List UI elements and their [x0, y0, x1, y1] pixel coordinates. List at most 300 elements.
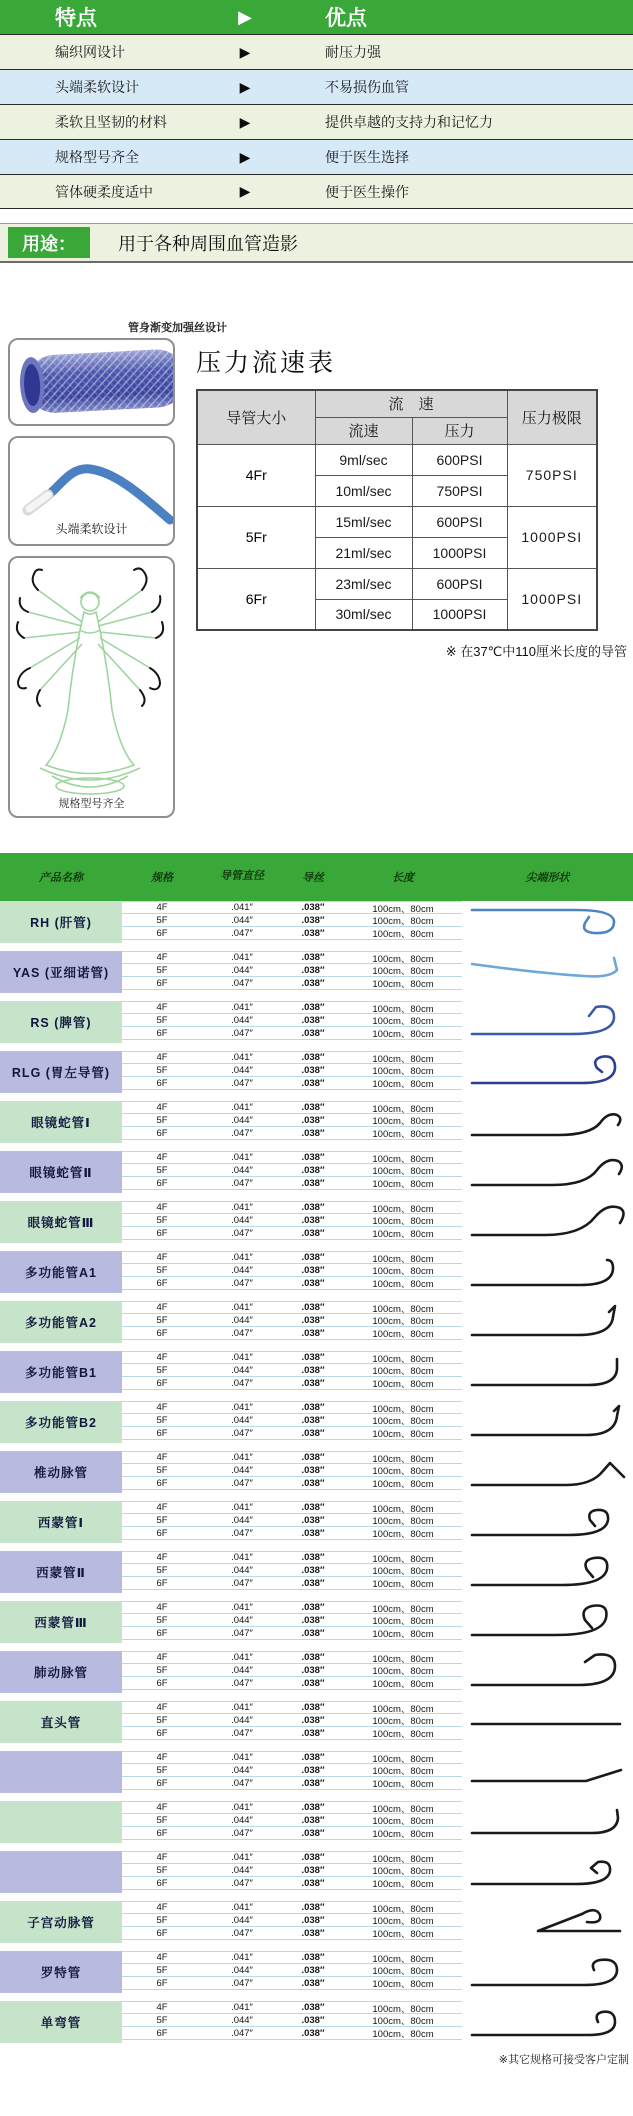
product-group — [0, 1601, 633, 1643]
guidewire-value: .038″ — [301, 1464, 325, 1476]
guidewire-value: .038″ — [301, 1714, 325, 1726]
spec-value: 5F — [156, 914, 168, 926]
diameter-value: .041″ — [231, 1652, 253, 1663]
product-groups — [0, 901, 633, 2043]
product-specs — [122, 1651, 462, 1693]
tip-shape — [462, 1051, 633, 1093]
length-value: 100cm、80cm — [372, 979, 434, 990]
braid-design-label: 管身渐变加强丝设计 — [128, 322, 227, 334]
length-value: 100cm、80cm — [372, 1666, 434, 1677]
pressure-table — [196, 389, 598, 631]
diameter-value: .044″ — [231, 1764, 253, 1776]
length-value: 100cm、80cm — [372, 1216, 434, 1227]
guidewire-value: .038″ — [301, 1727, 325, 1739]
guidewire-value: .038″ — [301, 1202, 325, 1213]
tip-shape-icon — [468, 951, 628, 993]
length-value: 100cm、80cm — [372, 1253, 434, 1265]
product-specs — [122, 1351, 462, 1393]
length-value: 100cm、80cm — [372, 953, 434, 965]
diameter-value: .047″ — [231, 1377, 253, 1389]
length-value: 100cm、80cm — [372, 1116, 434, 1127]
guidewire-value: .038″ — [301, 1602, 325, 1613]
mid-section — [0, 279, 633, 825]
spec-value: 6F — [156, 1827, 168, 1839]
spec-row — [122, 1777, 462, 1790]
diameter-value: .044″ — [231, 1814, 253, 1826]
guidewire-value: .038″ — [301, 914, 325, 926]
pressure-limit-value: 1000PSI — [507, 568, 597, 630]
length-value: 100cm、80cm — [372, 1653, 434, 1665]
tip-shape — [462, 1551, 633, 1593]
product-specs — [122, 1201, 462, 1243]
diameter-value: .041″ — [231, 1552, 253, 1563]
arrow-right-icon: ▶ — [239, 78, 251, 95]
diameter-value: .044″ — [231, 914, 253, 926]
guidewire-value: .038″ — [301, 1414, 325, 1426]
diameter-value: .047″ — [231, 1777, 253, 1789]
usage-label: 用途： — [8, 227, 90, 258]
length-value: 100cm、80cm — [372, 1553, 434, 1565]
spec-value: 5F — [156, 1864, 168, 1876]
spec-value: 6F — [156, 1277, 168, 1289]
spec-value: 6F — [156, 1477, 168, 1489]
product-name: 单弯管 — [0, 2001, 122, 2043]
variety-label: 规格型号齐全 — [58, 798, 125, 810]
diameter-value: .047″ — [231, 1727, 253, 1739]
length-value: 100cm、80cm — [372, 1753, 434, 1765]
product-group — [0, 1251, 633, 1293]
diameter-value: .041″ — [231, 1452, 253, 1463]
feature-row — [0, 34, 633, 69]
product-name: 多功能管A1 — [0, 1251, 122, 1293]
length-value: 100cm、80cm — [372, 1353, 434, 1365]
diameter-value: .047″ — [231, 1627, 253, 1639]
length-value: 100cm、80cm — [372, 1803, 434, 1815]
tip-shape — [462, 1251, 633, 1293]
guidewire-value: .038″ — [301, 927, 325, 939]
col-pressure-limit: 压力极限 — [507, 390, 597, 444]
flow-value: 21ml/sec — [315, 537, 412, 568]
guidewire-value: .038″ — [301, 1264, 325, 1276]
length-value: 100cm、80cm — [372, 1929, 434, 1940]
spec-value: 4F — [156, 1852, 168, 1863]
diameter-value: .047″ — [231, 1127, 253, 1139]
spec-value: 6F — [156, 1677, 168, 1689]
length-value: 100cm、80cm — [372, 1603, 434, 1615]
flow-value: 30ml/sec — [315, 599, 412, 630]
spec-value: 6F — [156, 2027, 168, 2039]
features-header — [0, 0, 633, 34]
product-name: RS (脾管) — [0, 1001, 122, 1043]
product-name: 西蒙管Ⅰ — [0, 1501, 122, 1543]
guidewire-value: .038″ — [301, 1752, 325, 1763]
pressure-table-title: 压力流速表 — [196, 349, 337, 377]
length-value: 100cm、80cm — [372, 1953, 434, 1965]
spec-value: 6F — [156, 1077, 168, 1089]
guidewire-value: .038″ — [301, 1427, 325, 1439]
guidewire-value: .038″ — [301, 1664, 325, 1676]
spec-row — [122, 1427, 462, 1440]
arrow-right-icon: ▶ — [239, 183, 251, 199]
tip-shape — [462, 1801, 633, 1843]
pressure-row — [197, 506, 597, 537]
guidewire-value: .038″ — [301, 1677, 325, 1689]
spec-value: 4F — [156, 1652, 168, 1663]
spec-value: 6F — [156, 1177, 168, 1189]
spec-row — [122, 1377, 462, 1390]
diameter-value: .044″ — [231, 1964, 253, 1976]
guidewire-value: .038″ — [301, 1702, 325, 1713]
spec-value: 6F — [156, 1577, 168, 1589]
product-group — [0, 1801, 633, 1843]
pressure-value: 1000PSI — [412, 537, 507, 568]
product-specs — [122, 1251, 462, 1293]
product-specs — [122, 951, 462, 993]
tip-shape-icon — [468, 1901, 628, 1943]
tip-shape-icon — [468, 1651, 628, 1693]
column-header — [344, 869, 462, 885]
guidewire-value: .038″ — [301, 1977, 325, 1989]
guidewire-value: .038″ — [301, 1077, 325, 1089]
product-group — [0, 1401, 633, 1443]
diameter-value: .044″ — [231, 1864, 253, 1876]
tip-shape-icon — [468, 1301, 628, 1343]
product-specs — [122, 1601, 462, 1643]
diameter-value: .044″ — [231, 1164, 253, 1176]
length-value: 100cm、80cm — [372, 1103, 434, 1115]
col-catheter-size: 导管大小 — [197, 390, 315, 444]
usage-text: 用于各种周围血管造影 — [118, 233, 298, 254]
length-value: 100cm、80cm — [372, 1403, 434, 1415]
product-group — [0, 1301, 633, 1343]
pressure-section — [182, 279, 633, 825]
guidewire-value: .038″ — [301, 1102, 325, 1113]
diameter-value: .041″ — [231, 1052, 253, 1063]
diameter-value: .044″ — [231, 1064, 253, 1076]
diameter-value: .047″ — [231, 1927, 253, 1939]
tip-shape — [462, 1701, 633, 1743]
product-specs — [122, 2001, 462, 2043]
spec-row — [122, 1877, 462, 1890]
spec-row — [122, 1527, 462, 1540]
feature-row — [0, 104, 633, 139]
tip-shape — [462, 1901, 633, 1943]
spec-row — [122, 1577, 462, 1590]
tip-shape — [462, 1301, 633, 1343]
length-value: 100cm、80cm — [372, 1529, 434, 1540]
tip-shape — [462, 1201, 633, 1243]
guidewire-value: .038″ — [301, 1114, 325, 1126]
guidewire-value: .038″ — [301, 1377, 325, 1389]
catheter-size-value: 6Fr — [197, 568, 315, 630]
spec-value: 4F — [156, 1202, 168, 1213]
spec-value: 4F — [156, 1702, 168, 1713]
tip-shape-icon — [468, 1201, 628, 1243]
flow-value: 9ml/sec — [315, 444, 412, 475]
diameter-value: .041″ — [231, 1502, 253, 1513]
feature-text: 头端柔软设计 — [55, 79, 139, 95]
spec-value: 6F — [156, 1427, 168, 1439]
features-title: 特点 — [55, 7, 97, 30]
product-name — [0, 1801, 122, 1843]
diameter-value: .044″ — [231, 1214, 253, 1226]
spec-value: 4F — [156, 1602, 168, 1613]
variety-illustration — [8, 556, 175, 818]
diameter-value: .044″ — [231, 1314, 253, 1326]
feature-text: 编织网设计 — [55, 44, 125, 60]
guidewire-value: .038″ — [301, 1552, 325, 1563]
length-value: 100cm、80cm — [372, 1679, 434, 1690]
spec-value: 4F — [156, 1402, 168, 1413]
product-name: 直头管 — [0, 1701, 122, 1743]
tip-shape — [462, 1601, 633, 1643]
spec-value: 6F — [156, 1727, 168, 1739]
diameter-value: .041″ — [231, 1752, 253, 1763]
spec-value: 5F — [156, 1014, 168, 1026]
diameter-value: .047″ — [231, 1577, 253, 1589]
diameter-value: .044″ — [231, 1714, 253, 1726]
spec-value: 4F — [156, 1352, 168, 1363]
spec-value: 5F — [156, 1164, 168, 1176]
product-specs — [122, 1101, 462, 1143]
diameter-value: .047″ — [231, 1277, 253, 1289]
guidewire-value: .038″ — [301, 1227, 325, 1239]
diameter-value: .044″ — [231, 1014, 253, 1026]
tip-shape — [462, 1951, 633, 1993]
length-value: 100cm、80cm — [372, 1279, 434, 1290]
length-value: 100cm、80cm — [372, 1266, 434, 1277]
spec-value: 4F — [156, 1452, 168, 1463]
usage-bar — [0, 223, 633, 263]
guidewire-value: .038″ — [301, 1652, 325, 1663]
product-name: YAS (亚细诺管) — [0, 951, 122, 993]
spec-value: 5F — [156, 1764, 168, 1776]
product-specs — [122, 1901, 462, 1943]
product-group — [0, 1201, 633, 1243]
guidewire-value: .038″ — [301, 1802, 325, 1813]
spec-row — [122, 1727, 462, 1740]
product-group — [0, 1901, 633, 1943]
tip-shape-icon — [468, 1051, 628, 1093]
length-value: 100cm、80cm — [372, 1916, 434, 1927]
guidewire-value: .038″ — [301, 1327, 325, 1339]
product-group — [0, 1751, 633, 1793]
product-group — [0, 1151, 633, 1193]
feature-text: 管体硬柔度适中 — [55, 183, 153, 200]
product-group — [0, 1001, 633, 1043]
product-table-note: ※其它规格可接受客户定制 — [498, 2054, 629, 2066]
guidewire-value: .038″ — [301, 977, 325, 989]
spec-value: 5F — [156, 1714, 168, 1726]
diameter-value: .041″ — [231, 1952, 253, 1963]
soft-tip-label: 头端柔软设计 — [55, 522, 128, 536]
length-value: 100cm、80cm — [372, 1453, 434, 1465]
tip-shape-icon — [468, 1401, 628, 1443]
length-value: 100cm、80cm — [372, 1316, 434, 1327]
length-value: 100cm、80cm — [372, 1853, 434, 1865]
spec-value: 5F — [156, 1514, 168, 1526]
col-flow: 流速 — [315, 417, 412, 444]
diameter-value: .047″ — [231, 1527, 253, 1539]
length-value: 100cm、80cm — [372, 929, 434, 940]
arrow-right-icon: ▶ — [238, 6, 252, 27]
diameter-value: .047″ — [231, 1077, 253, 1089]
soft-tip-image — [8, 436, 175, 546]
length-value: 100cm、80cm — [372, 1029, 434, 1040]
spec-value: 6F — [156, 1327, 168, 1339]
guidewire-value: .038″ — [301, 1852, 325, 1863]
guidewire-value: .038″ — [301, 1764, 325, 1776]
length-value: 100cm、80cm — [372, 1153, 434, 1165]
length-value: 100cm、80cm — [372, 2029, 434, 2040]
pressure-row — [197, 444, 597, 475]
spec-value: 4F — [156, 1552, 168, 1563]
product-specs — [122, 1801, 462, 1843]
spec-row — [122, 1977, 462, 1990]
tip-shape — [462, 1501, 633, 1543]
product-specs — [122, 1551, 462, 1593]
product-name: 多功能管B1 — [0, 1351, 122, 1393]
product-group — [0, 1351, 633, 1393]
spec-value: 6F — [156, 1977, 168, 1989]
length-value: 100cm、80cm — [372, 1053, 434, 1065]
diameter-value: .047″ — [231, 977, 253, 989]
spec-value: 5F — [156, 1214, 168, 1226]
guidewire-value: .038″ — [301, 2027, 325, 2039]
flow-value: 15ml/sec — [315, 506, 412, 537]
guidewire-value: .038″ — [301, 1914, 325, 1926]
spec-value: 5F — [156, 1664, 168, 1676]
pressure-table-note: ※ 在37℃中110厘米长度的导管 — [445, 644, 627, 659]
product-name: RLG (胃左导管) — [0, 1051, 122, 1093]
length-value: 100cm、80cm — [372, 1729, 434, 1740]
pressure-limit-value: 750PSI — [507, 444, 597, 506]
product-specs — [122, 901, 462, 943]
spec-value: 4F — [156, 1002, 168, 1013]
diameter-value: .047″ — [231, 1227, 253, 1239]
diameter-value: .044″ — [231, 1514, 253, 1526]
guidewire-value: .038″ — [301, 1152, 325, 1163]
product-specs — [122, 1301, 462, 1343]
spec-value: 5F — [156, 1264, 168, 1276]
length-value: 100cm、80cm — [372, 1616, 434, 1627]
guidewire-value: .038″ — [301, 1002, 325, 1013]
column-header — [202, 870, 282, 883]
benefit-text: 便于医生选择 — [325, 149, 409, 165]
product-name: 多功能管B2 — [0, 1401, 122, 1443]
guidewire-value: .038″ — [301, 952, 325, 963]
diameter-value: .047″ — [231, 927, 253, 939]
tip-shape — [462, 2001, 633, 2043]
spec-row — [122, 977, 462, 990]
product-group — [0, 1101, 633, 1143]
tip-shape-icon — [468, 1851, 628, 1893]
length-value: 100cm、80cm — [372, 1379, 434, 1390]
spec-row — [122, 1177, 462, 1190]
column-header-label: 规格 — [151, 872, 173, 884]
length-value: 100cm、80cm — [372, 1766, 434, 1777]
catheter-images-column — [0, 279, 227, 825]
length-value: 100cm、80cm — [372, 1366, 434, 1377]
length-value: 100cm、80cm — [372, 1479, 434, 1490]
spec-value: 5F — [156, 1114, 168, 1126]
diameter-value: .044″ — [231, 1264, 253, 1276]
length-value: 100cm、80cm — [372, 1016, 434, 1027]
tip-shape — [462, 1401, 633, 1443]
length-value: 100cm、80cm — [372, 1816, 434, 1827]
length-value: 100cm、80cm — [372, 1303, 434, 1315]
column-header — [462, 869, 633, 885]
arrow-right-icon: ▶ — [239, 113, 251, 130]
guidewire-value: .038″ — [301, 1164, 325, 1176]
tip-shape-icon — [468, 901, 628, 943]
tip-shape — [462, 1351, 633, 1393]
tip-shape-icon — [468, 1151, 628, 1193]
arrow-right-icon: ▶ — [239, 148, 251, 165]
diameter-value: .047″ — [231, 1427, 253, 1439]
guidewire-value: .038″ — [301, 1477, 325, 1489]
flow-value: 23ml/sec — [315, 568, 412, 599]
spec-value: 6F — [156, 1927, 168, 1939]
diameter-value: .044″ — [231, 1414, 253, 1426]
column-header-label: 尖端形状 — [525, 872, 570, 884]
guidewire-value: .038″ — [301, 1814, 325, 1826]
product-group — [0, 901, 633, 943]
product-group — [0, 1451, 633, 1493]
length-value: 100cm、80cm — [372, 1429, 434, 1440]
spec-value: 6F — [156, 1377, 168, 1389]
tip-shape-icon — [468, 1001, 628, 1043]
guidewire-value: .038″ — [301, 1877, 325, 1889]
spec-value: 5F — [156, 2014, 168, 2026]
features-rows — [0, 34, 633, 209]
guidewire-value: .038″ — [301, 1402, 325, 1413]
tip-shape-icon — [468, 1101, 628, 1143]
diameter-value: .041″ — [231, 1702, 253, 1713]
guidewire-value: .038″ — [301, 1777, 325, 1789]
length-value: 100cm、80cm — [372, 2003, 434, 2015]
product-name: 西蒙管Ⅲ — [0, 1601, 122, 1643]
diameter-value: .041″ — [231, 1402, 253, 1413]
product-group — [0, 1951, 633, 1993]
product-specs — [122, 1951, 462, 1993]
feature-row — [0, 69, 633, 104]
product-name: RH (肝管) — [0, 901, 122, 943]
product-group — [0, 1051, 633, 1093]
product-specs — [122, 1051, 462, 1093]
feature-row — [0, 174, 633, 209]
product-name — [0, 1751, 122, 1793]
spec-value: 5F — [156, 1364, 168, 1376]
length-value: 100cm、80cm — [372, 1079, 434, 1090]
length-value: 100cm、80cm — [372, 1966, 434, 1977]
column-header-label: 导丝 — [302, 872, 324, 884]
spec-value: 5F — [156, 1614, 168, 1626]
spec-row — [122, 927, 462, 940]
spec-row — [122, 1827, 462, 1840]
length-value: 100cm、80cm — [372, 1203, 434, 1215]
product-name — [0, 1851, 122, 1893]
guidewire-value: .038″ — [301, 1452, 325, 1463]
spec-value: 4F — [156, 1302, 168, 1313]
tip-shape-icon — [468, 1951, 628, 1993]
length-value: 100cm、80cm — [372, 1516, 434, 1527]
product-name: 罗特管 — [0, 1951, 122, 1993]
guidewire-value: .038″ — [301, 1864, 325, 1876]
diameter-value: .044″ — [231, 1914, 253, 1926]
guidewire-value: .038″ — [301, 1627, 325, 1639]
tip-shape-icon — [468, 1501, 628, 1543]
